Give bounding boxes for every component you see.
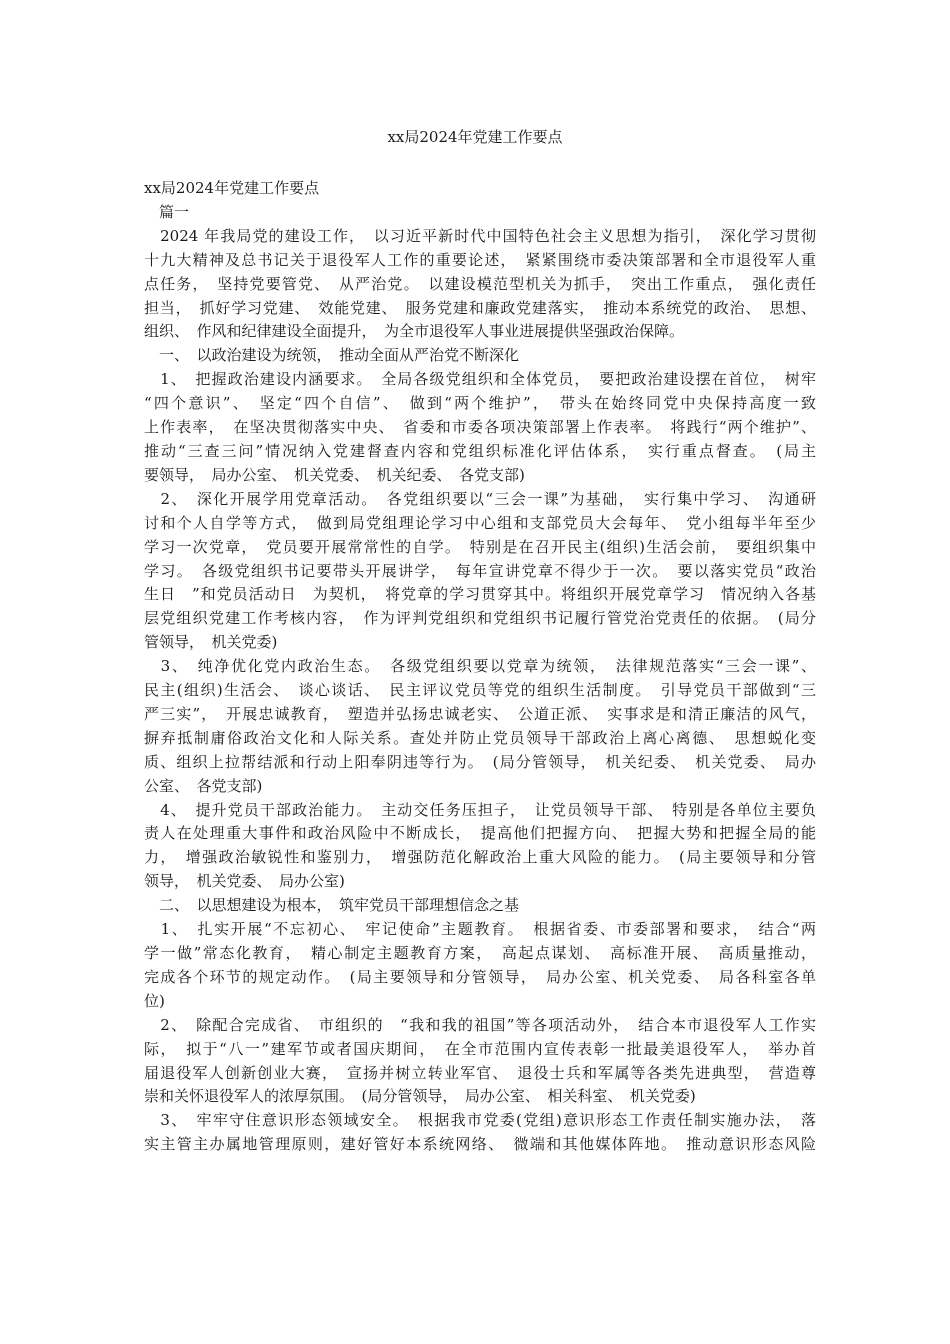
text-line: 二、 以思想建设为根本， 筑牢党员干部理想信念之基 bbox=[144, 896, 520, 915]
text-line: 领导， 机关党委、 局办公室) bbox=[144, 872, 345, 891]
text-line: 完成各个环节的规定动作。 (局主要领导和分管领导， 局办公室、机关党委、 局各科室各单 bbox=[144, 967, 816, 986]
text-line: 质、组织上拉帮结派和行动上阳奉阴违等行为。 (局分管领导， 机关纪委、 机关党委、 局办 bbox=[144, 752, 816, 771]
text-line: xx局2024年党建工作要点 bbox=[144, 179, 320, 197]
text-line: 严三实”， 开展忠诚教育， 塑造并弘扬忠诚老实、 公道正派、 实事求是和清正廉洁的风气， bbox=[144, 704, 816, 723]
text-line: 管领导， 机关党委) bbox=[144, 633, 278, 652]
text-line: 学一做”常态化教育， 精心制定主题教育方案， 高起点谋划、 高标准开展、 高质量推动， bbox=[144, 944, 816, 962]
text-line: 实主管主办属地管理原则，建好管好本系统网络、 微端和其他媒体阵地。 推动意识形态风险 bbox=[144, 1135, 816, 1154]
text-line: 十九大精神及总书记关于退役军人工作的重要论述， 紧紧围绕市委决策部署和全市退役军人重 bbox=[144, 250, 816, 269]
text-line: 生日 ”和党员活动日 为契机， 将党章的学习贯穿其中。将组织开展党章学习 情况纳入各基 bbox=[144, 585, 816, 604]
text-line: 点任务， 坚持党要管党、 从严治党。 以建设模范型机关为抓手， 突出工作重点， 强化责任 bbox=[144, 274, 816, 293]
text-line: 崇和关怀退役军人的浓厚氛围。 (局分管领导， 局办公室、 相关科室、 机关党委) bbox=[144, 1087, 696, 1106]
text-line: 要领导， 局办公室、 机关党委、 机关纪委、 各党支部) bbox=[144, 465, 525, 484]
document-body bbox=[144, 177, 816, 1157]
text-line: 责人在处理重大事件和政治风险中不断成长， 提高他们把握方向、 把握大势和把握全局的能 bbox=[144, 824, 816, 843]
text-line: 1、 把握政治建设内涵要求。 全局各级党组织和全体党员， 要把政治建设摆在首位， 树牢 bbox=[144, 370, 816, 389]
text-line: 组织、 作风和纪律建设全面提升， 为全市退役军人事业进展提供坚强政治保障。 bbox=[144, 322, 685, 341]
text-line: 公室、 各党支部) bbox=[144, 776, 263, 795]
text-line: 担当， 抓好学习党建、 效能党建、 服务党建和廉政党建落实， 推动本系统党的政治、 思想、 bbox=[144, 298, 816, 317]
text-line: 3、 牢牢守住意识形态领域安全。 根据我市党委(党组)意识形态工作责任制实施办法， 落 bbox=[144, 1111, 816, 1130]
text-line: 篇一 bbox=[144, 202, 190, 221]
document-title: xx局2024年党建工作要点 bbox=[387, 128, 563, 146]
text-line: 际， 拟于“八一”建军节或者国庆期间， 在全市范围内宣传表彰一批最美退役军人， 举办首 bbox=[144, 1039, 816, 1058]
text-line: 学习一次党章， 党员要开展常常性的自学。 特别是在召开民主(组织)生活会前， 要组织集中 bbox=[144, 537, 816, 556]
text-line: “四个意识”、 坚定“四个自信”、 做到“两个维护”， 带头在始终同党中央保持高度一致 bbox=[144, 394, 816, 413]
text-line: 2、 除配合完成省、 市组织的 “我和我的祖国”等各项活动外， 结合本市退役军人工作实 bbox=[144, 1015, 816, 1034]
text-line: 2、 深化开展学用党章活动。 各党组织要以“三会一课”为基础， 实行集中学习、 沟通研 bbox=[144, 489, 816, 508]
text-line: 3、 纯净优化党内政治生态。 各级党组织要以党章为统领， 法律规范落实“三会一课”、 bbox=[144, 657, 816, 676]
text-line: 届退役军人创新创业大赛， 宣扬并树立转业军官、 退役士兵和军属等各类先进典型， 营造尊 bbox=[144, 1063, 816, 1082]
text-line: 1、 扎实开展“不忘初心、 牢记使命”主题教育。 根据省委、市委部署和要求， 结合“两 bbox=[144, 920, 816, 939]
text-line: 4、 提升党员干部政治能力。 主动交任务压担子， 让党员领导干部、 特别是各单位主要负 bbox=[144, 800, 816, 819]
text-line: 摒弃抵制庸俗政治文化和人际关系。查处并防止党员领导干部政治上离心离德、 思想蜕化变 bbox=[144, 728, 816, 747]
text-line: 一、 以政治建设为统领， 推动全面从严治党不断深化 bbox=[144, 346, 520, 365]
text-line: 层党组织党建工作考核内容， 作为评判党组织和党组织书记履行管党治党责任的依据。 (局分 bbox=[144, 609, 816, 628]
text-line: 上作表率， 在坚决贯彻落实中央、 省委和市委各项决策部署上作表率。 将践行“两个维护”、 bbox=[144, 418, 816, 437]
text-line: 学习。 各级党组织书记要带头开展讲学， 每年宣讲党章不得少于一次。 要以落实党员“政治 bbox=[144, 561, 816, 580]
text-line: 2024 年我局党的建设工作， 以习近平新时代中国特色社会主义思想为指引， 深化学习贯彻 bbox=[144, 226, 816, 245]
text-line: 力， 增强政治敏锐性和鉴别力， 增强防范化解政治上重大风险的能力。 (局主要领导和分管 bbox=[144, 848, 816, 867]
text-line: 民主(组织)生活会、 谈心谈话、 民主评议党员等党的组织生活制度。 引导党员干部做到“三 bbox=[144, 681, 816, 700]
text-line: 推动“三查三问”情况纳入党建督查内容和党组织标准化评估体系， 实行重点督查。 (局主 bbox=[144, 441, 816, 460]
text-line: 讨和个人自学等方式， 做到局党组理论学习中心组和支部党员大会每年、 党小组每半年至少 bbox=[144, 513, 816, 532]
text-line: 位) bbox=[144, 991, 165, 1010]
